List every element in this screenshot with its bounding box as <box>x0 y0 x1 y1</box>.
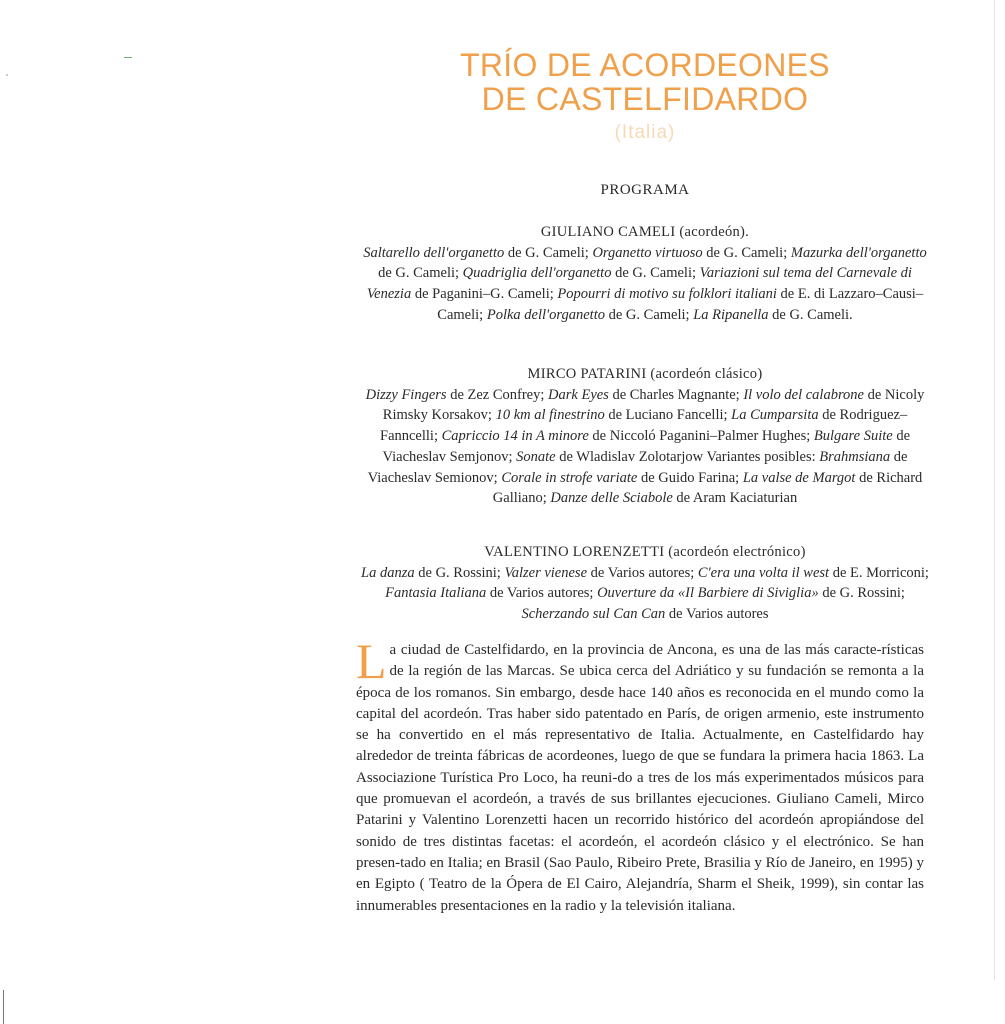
work-composer: de Varios autores; <box>587 564 698 581</box>
performer-heading: GIULIANO CAMELI (acordeón). <box>540 224 750 240</box>
work-composer: de Guido Farina; <box>637 469 743 486</box>
work-title: Valzer vienese <box>504 564 588 581</box>
work-composer: de G. Cameli; <box>378 265 463 282</box>
body-paragraph <box>356 633 924 917</box>
work-composer: de Aram Kaciaturian <box>672 490 798 507</box>
work-composer: de Niccoló Paganini–Palmer Hughes; <box>588 428 814 445</box>
page-edge-right <box>994 0 995 980</box>
scan-mark <box>124 57 132 58</box>
work-title: Brahmsiana <box>819 448 891 465</box>
work-title: Bulgare Suite <box>813 428 893 445</box>
work-title: La valse de Margot <box>742 469 856 486</box>
work-title: Dizzy Fingers <box>365 386 447 403</box>
performer-heading: VALENTINO LORENZETTI (acordeón electrónico) <box>484 544 806 560</box>
work-title: Dark Eyes <box>548 386 609 403</box>
work-composer: de Richard Galliano; <box>492 469 923 507</box>
work-composer: de G. Cameli; <box>504 244 593 261</box>
work-title: La Ripanella <box>693 306 769 323</box>
scan-speck <box>6 74 8 76</box>
work-composer: de Viacheslav Semjonov; <box>382 428 910 465</box>
work-title: Scherzando sul Can Can <box>521 606 666 623</box>
work-composer: de G. Cameli. <box>768 306 853 323</box>
work-title: Corale in strofe variate <box>501 469 638 486</box>
program-section-patarini <box>356 364 934 509</box>
work-composer: de Rodriguez–Fanncelli; <box>380 407 908 445</box>
work-title: La Cumparsita <box>731 407 819 424</box>
work-title: Quadriglia dell'organetto <box>462 265 612 282</box>
work-title: C'era una volta il west <box>697 564 830 581</box>
title-line-2: DE CASTELFIDARDO <box>481 81 809 117</box>
work-composer: de G. Cameli; <box>702 244 791 261</box>
country-subtitle: (Italia) <box>614 122 676 143</box>
works-list <box>356 385 934 509</box>
work-composer: de Charles Magnante; <box>608 386 744 403</box>
work-title: Sonate <box>516 448 556 465</box>
work-title: Organetto virtuoso <box>592 244 703 261</box>
work-composer: de Nicoly Rimsky Korsakov; <box>382 386 925 424</box>
performer-heading: MIRCO PATARINI (acordeón clásico) <box>527 366 763 382</box>
page-title <box>360 48 930 116</box>
work-composer: de E. di Lazzaro–Causi–Cameli; <box>437 286 924 323</box>
work-composer: de Paganini–G. Cameli; <box>411 286 558 303</box>
work-title: Fantasia Italiana <box>385 585 487 602</box>
work-title: La danza <box>361 564 415 581</box>
program-section-cameli <box>356 222 934 326</box>
programa-heading: PROGRAMA <box>600 182 690 198</box>
work-title: Il volo del calabrone <box>743 386 864 403</box>
work-title: Danze delle Sciabole <box>550 490 673 507</box>
program-section-lorenzetti <box>356 542 934 625</box>
work-title: Popourri di motivo su folklori italiani <box>557 286 777 303</box>
works-list <box>356 243 934 326</box>
work-title: Saltarello dell'organetto <box>363 244 505 261</box>
work-title: Polka dell'organetto <box>486 306 605 323</box>
work-composer: de Wladislav Zolotarjow Variantes posibles: <box>555 448 820 465</box>
body-text: a ciudad de Castelfidardo, en la provincia de Ancona, es una de las más caracte-rísticas de la región de las Marcas. Se ubica cerca del Adriático y su fundación se remonta a la época de los romanos. Sin embargo, desde hace 140 años es reconocida en el mundo como la capital del acordeón. Tras haber sido patentado en París, de origen armenio, este instrumento se ha convertido en el más representativo de Italia. Actualmente, en Castelfidardo hay alrededor de treinta fábricas de acordeones, luego de que se fundara la primera hacia 1863. La Associazione Turística Pro Loco, ha reuni-do a tres de los más experimentados músicos para que promuevan el acordeón, a través de sus brillantes ejecuciones. Giuliano Cameli, Mirco Patarini y Valentino Lorenzetti hacen un recorrido histórico del acordeón apropiándose del sonido de tres distintas facetas: el acordeón, el acordeón clásico y el electrónico. Se han presen-tado en Italia; en Brasil (Sao Paulo, Ribeiro Prete, Brasilia y Río de Janeiro, en 1995) y en Egipto ( Teatro de la Ópera de El Cairo, Alejandría, Sharm el Sheik, 1999), sin contar las innumerables presentaciones en la radio y la televisión italiana. <box>356 642 924 914</box>
works-list <box>356 563 934 625</box>
work-composer: de G. Cameli; <box>604 306 694 323</box>
work-composer: de E. Morriconi; <box>829 564 929 581</box>
work-composer: de G. Rossini; <box>818 585 905 602</box>
work-composer: de Varios autores; <box>486 585 598 602</box>
work-title: 10 km al finestrino <box>495 407 605 424</box>
work-composer: de G. Rossini; <box>414 564 505 581</box>
work-composer: de Luciano Fancelli; <box>604 407 732 424</box>
work-title: Capriccio 14 in A minore <box>441 428 589 445</box>
work-composer: de G. Cameli; <box>611 265 700 282</box>
work-title: Ouverture da «Il Barbiere di Siviglia» <box>597 585 819 602</box>
drop-cap: L <box>356 633 387 689</box>
work-composer: de Viacheslav Semionov; <box>367 448 908 486</box>
work-title: Variazioni sul tema del Carnevale di Venezia <box>366 265 912 303</box>
work-composer: de Varios autores <box>665 606 769 623</box>
work-composer: de Zez Confrey; <box>446 386 549 403</box>
page-edge-left <box>3 990 4 1024</box>
title-line-1: TRÍO DE ACORDEONES <box>460 47 830 83</box>
work-title: Mazurka dell'organetto <box>790 244 927 261</box>
